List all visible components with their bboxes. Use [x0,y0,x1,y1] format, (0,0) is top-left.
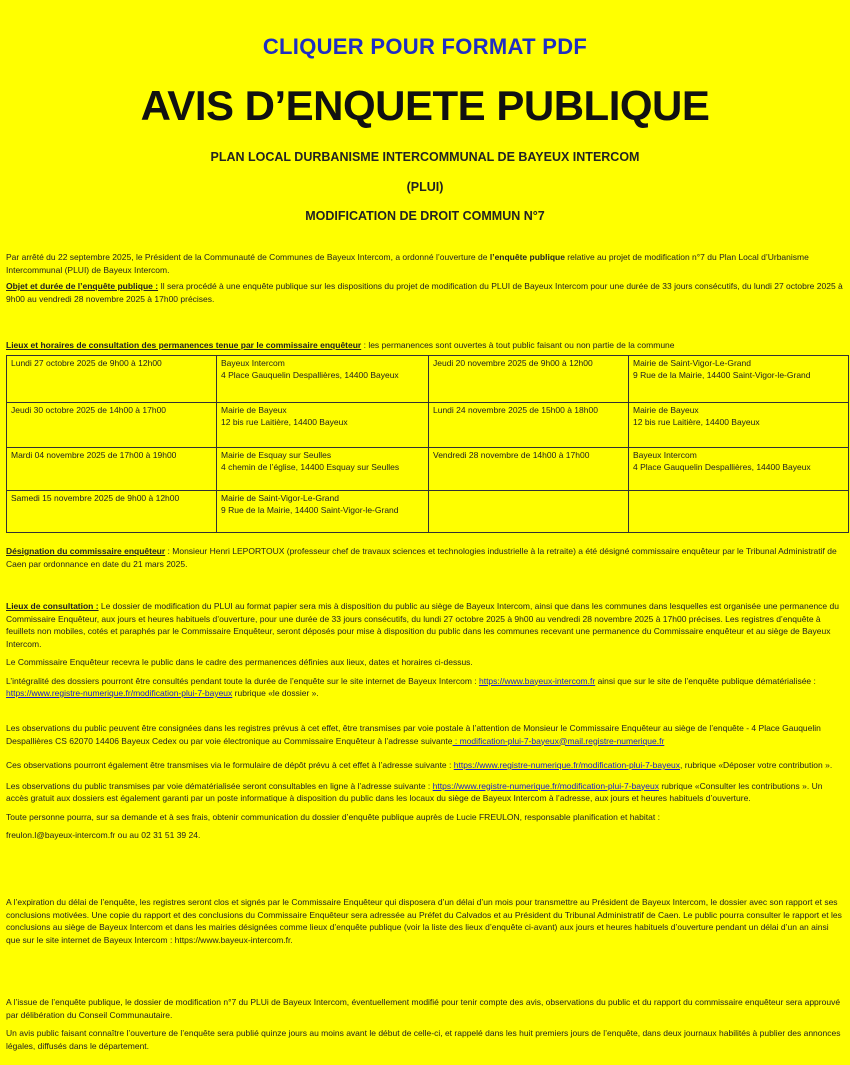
page-title: AVIS D’ENQUETE PUBLIQUE [140,82,710,129]
table-cell-date: Jeudi 30 octobre 2025 de 14h00 à 17h00 [7,403,217,448]
objet-text: Il sera procédé à une enquête publique sur les dispositions du projet de modification du PLUI de Bayeux Intercom pour une durée de 33 jours consécutifs, du lundi 27 octobre 2025 à 9h00 au vendredi 28 novembre 2025 à 17h00 précises. [6,281,843,304]
table-cell-address: Mairie de Esquay sur Seulles 4 chemin de l’église, 14400 Esquay sur Seulles [217,448,429,491]
consultation-label: Lieux de consultation : [6,601,99,611]
bayeux-intercom-link[interactable]: https://www.bayeux-intercom.fr [478,675,596,686]
permanences-table [6,355,849,533]
table-cell-date: Jeudi 20 novembre 2025 de 9h00 à 12h00 [429,356,629,403]
pdf-format-link[interactable]: CLIQUER POUR FORMAT PDF [262,34,588,59]
contact-line: freulon.l@bayeux-intercom.fr ou au 02 31 51 39 24. [6,830,201,840]
consultation-paragraph [6,600,844,650]
table-cell-address: Bayeux Intercom 4 Place Gauquelin Despallières, 14400 Bayeux [629,448,849,491]
intro-paragraph [6,251,844,276]
table-row [7,491,849,533]
observations-text-3b: rubrique «Consulter les contributions ». Un accès gratuit aux dossiers est également garanti par un poste informatique à disposition du public dans les locaux du siège de Bayeux Intercom à l’adresse, aux jours et heures habituels d’ouverture. [6,780,823,803]
intro-section [6,251,844,305]
table-cell-date: Mardi 04 novembre 2025 de 17h00 à 19h00 [7,448,217,491]
observations-paragraph-3 [6,780,844,805]
designation-section [6,545,844,570]
observations-paragraph-2 [6,759,844,772]
table-cell-date [429,491,629,533]
table-row [7,448,849,491]
observations-paragraph-4: Toute personne pourra, sur sa demande et à ses frais, obtenir communication du dossier d’enquête publique auprès de Lucie FREULON, responsable planification et habitat : [6,811,660,822]
registre-deposit-link[interactable]: https://www.registre-numerique.fr/modification-plui-7-bayeux [453,760,681,770]
consultation-text-c: rubrique «le dossier ». [232,688,319,698]
table-cell-address: Mairie de Bayeux 12 bis rue Laitière, 14400 Bayeux [629,403,849,448]
consultation-section [6,600,844,700]
designation-text: : Monsieur Henri LEPORTOUX (professeur chef de travaux sciences et technologies industrielle à la retraite) a été désigné commissaire enquêteur par le Tribunal Administratif de Caen par ordonnance en date du 21 mars 2025. [6,546,837,569]
consultation-text: Le dossier de modification du PLUI au format papier sera mis à disposition du public au siège de Bayeux Intercom, ainsi que dans les communes dans lesquelles est organisée une permanence du Commissaire Enquêteur, aux jours et heures habituels d’ouverture, pour une durée de 33 jours consécutifs, du lundi 27 octobre 2025 à 9h00 au vendredi 28 novembre 2025 à 17h00 précises. Les registres d’enquête à feuillets non mobiles, cotés et paraphés par le Commissaire Enquêteur, seront déposés pour mise à disposition du public dans les communes recevant une permanence du Commissaire enquêteur et au siège de Bayeux Intercom. [6,601,839,649]
intro-text-c: relative au projet de modification n°7 du Plan Local d’Urbanisme Intercommunal (PLUI) de Bayeux Intercom. [6,252,809,275]
contribution-email-link[interactable]: : modification-plui-7-bayeux@mail.registre-numerique.fr [452,735,665,746]
lieux-heading [6,339,844,352]
subtitle-plan: PLAN LOCAL DURBANISME INTERCOMMUNAL DE BAYEUX INTERCOM [210,150,640,164]
closing-paragraph-1: A l’expiration du délai de l’enquête, les registres seront clos et signés par le Commissaire Enquêteur qui disposera d’un délai d’un mois pour transmettre au Président de Bayeux Intercom, le dossier avec son rapport et ses conclusions motivées. Une copie du rapport et des conclusions du Commissaire Enquêteur sera adressée au Préfet du Calvados et au Président du Tribunal Administratif de Caen. Le public pourra consulter le rapport et les conclusions au siège de Bayeux Intercom et dans les mairies désignées comme lieux d’enquête publique (voir la liste des lieux d’enquête ci-avant) aux jours et heures habituels d’ouverture pendant un délai d’un an ainsi que sur le site internet de Bayeux Intercom : https://www.bayeux-intercom.fr. [6,897,842,945]
intro-text-a: Par arrêté du 22 septembre 2025, le Président de la Communauté de Communes de Bayeux Intercom, a ordonné l’ouverture de [6,252,490,262]
observations-text-2a: Ces observations pourront également être transmises via le formulaire de dépôt prévu à cet effet à l’adresse suivante : [6,760,454,770]
table-cell-address [629,491,849,533]
observations-paragraph [6,722,844,747]
table-cell-date: Lundi 24 novembre 2025 de 15h00 à 18h00 [429,403,629,448]
subtitle-modification: MODIFICATION DE DROIT COMMUN N°7 [305,209,545,223]
designation-label: Désignation du commissaire enquêteur [6,546,166,556]
observations-text-a: Les observations du public peuvent être consignées dans les registres prévus à cet effet, être transmises par voie postale à l’attention de Monsieur le Commissaire Enquêteur au siège de l’enquête - 4 Place Gauquelin Despallières CS 62070 14406 Bayeux Cedex ou par voie électronique au Commissaire Enquêteur à l’adresse suivante [6,723,821,746]
consultation-paragraph-2: Le Commissaire Enquêteur recevra le public dans le cadre des permanences définies aux lieux, dates et horaires ci-dessus. [6,657,473,667]
observations-text-2b: , rubrique «Déposer votre contribution ». [680,760,833,770]
lieux-label: Lieux et horaires de consultation des permanences tenue par le commissaire enquêteur [6,340,362,350]
consultation-paragraph-3 [6,675,844,700]
table-cell-address: Mairie de Bayeux 12 bis rue Laitière, 14400 Bayeux [217,403,429,448]
table-cell-date: Lundi 27 octobre 2025 de 9h00 à 12h00 [7,356,217,403]
table-cell-address: Bayeux Intercom 4 Place Gauquelin Despallières, 14400 Bayeux [217,356,429,403]
intro-text-bold: l’enquête publique [489,252,565,262]
table-row [7,356,849,403]
objet-label: Objet et durée de l’enquête publique : [6,281,159,291]
observations-section [6,722,844,842]
subtitle-plui: (PLUI) [406,180,444,194]
registre-consult-link[interactable]: https://www.registre-numerique.fr/modification-plui-7-bayeux [432,780,659,791]
table-row [7,403,849,448]
consultation-text-a: L’intégralité des dossiers pourront être consultés pendant toute la durée de l’enquête sur le site internet de Bayeux Intercom : [6,675,479,686]
table-cell-date: Vendredi 28 novembre de 14h00 à 17h00 [429,448,629,491]
closing-paragraph-3: Un avis public faisant connaître l’ouverture de l’enquête sera publié quinze jours au moins avant le début de celle-ci, et rappelé dans les huit premiers jours de l’enquête, dans deux journaux habilités à publier des annonces légales, diffusés dans le département. [6,1028,841,1051]
lieux-text: : les permanences sont ouvertes à tout public faisant ou non partie de la commune [361,340,675,350]
closing-section-2 [6,996,844,1052]
consultation-text-b: ainsi que sur le site de l’enquête publique dématérialisée : [595,675,816,686]
closing-section [6,896,844,946]
table-cell-address: Mairie de Saint-Vigor-Le-Grand 9 Rue de la Mairie, 14400 Saint-Vigor-le-Grand [217,491,429,533]
objet-paragraph [6,280,844,305]
table-cell-date: Samedi 15 novembre 2025 de 9h00 à 12h00 [7,491,217,533]
table-cell-address: Mairie de Saint-Vigor-Le-Grand 9 Rue de la Mairie, 14400 Saint-Vigor-le-Grand [629,356,849,403]
closing-paragraph-2: A l’issue de l’enquête publique, le dossier de modification n°7 du PLUi de Bayeux Intercom, éventuellement modifié pour tenir compte des avis, observations du public et du rapport du commissaire enquêteur sera approuvé par délibération du Conseil Communautaire. [6,997,841,1020]
observations-text-3a: Les observations du public transmises par voie dématérialisée seront consultables en ligne à l’adresse suivante : [6,780,433,791]
registre-dossier-link[interactable]: https://www.registre-numerique.fr/modification-plui-7-bayeux [6,688,233,698]
